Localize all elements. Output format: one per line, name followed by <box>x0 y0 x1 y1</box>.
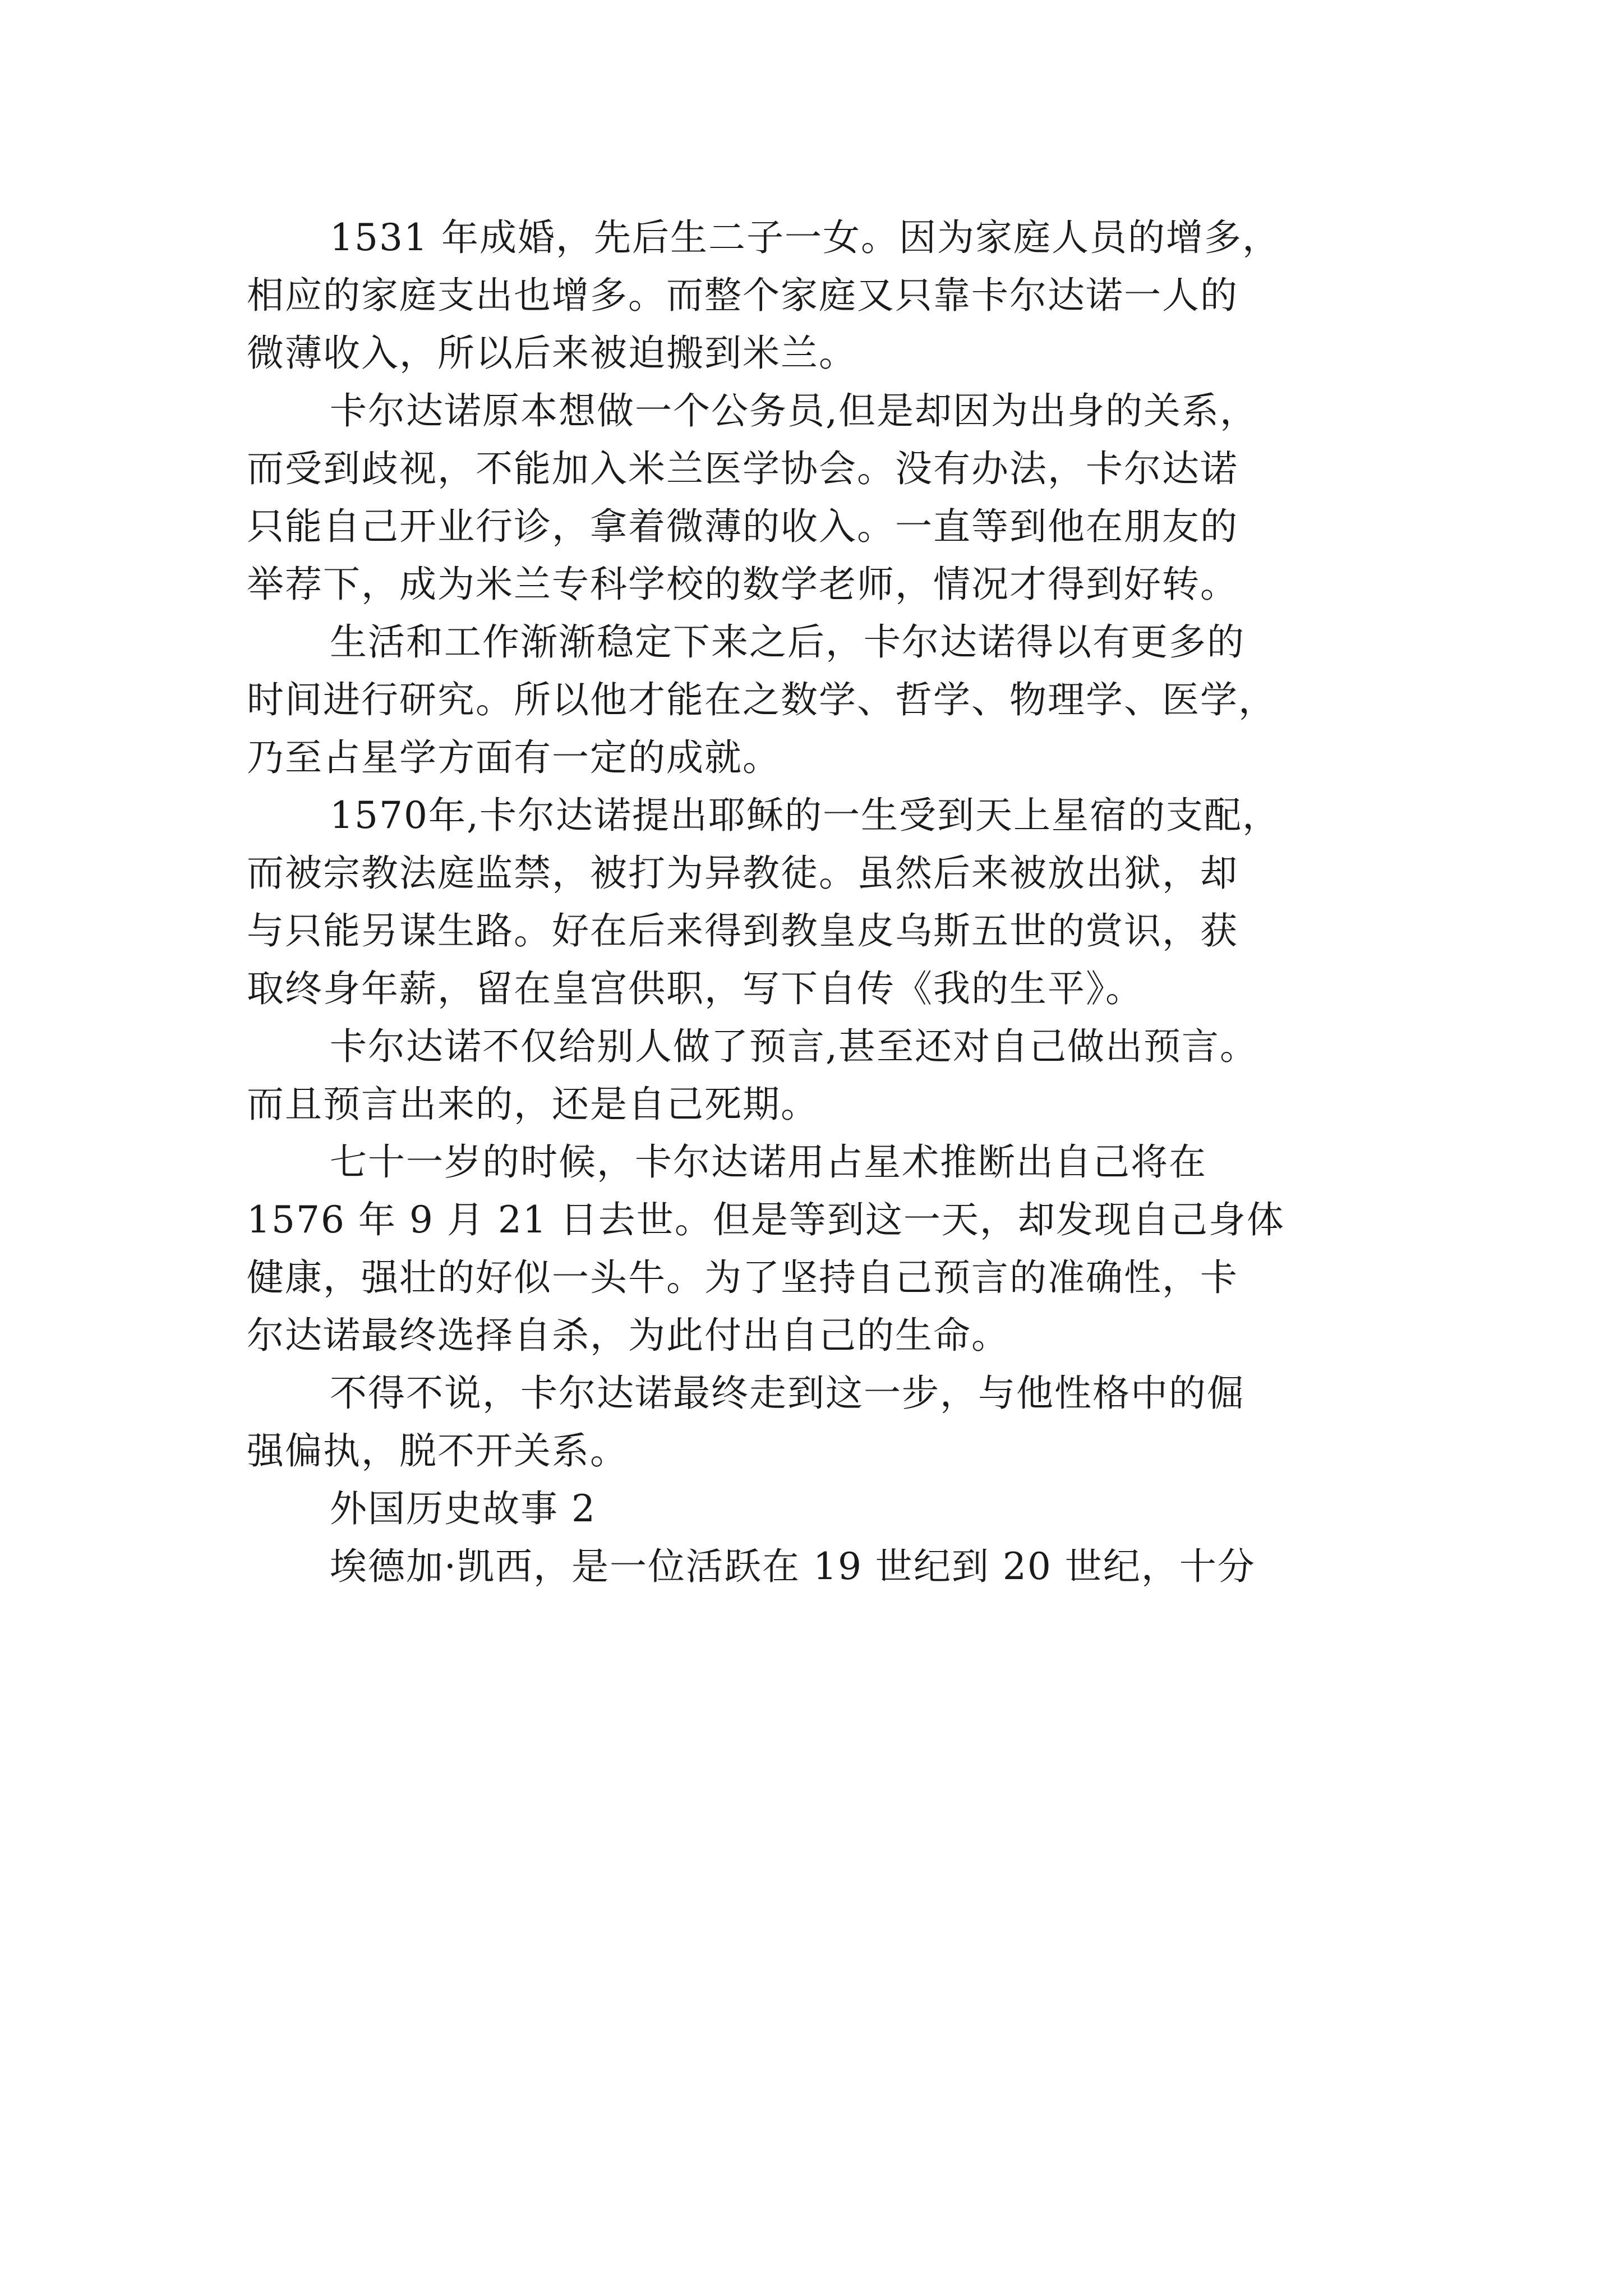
text-line: 外国历史故事 2 <box>330 1487 596 1530</box>
text-line: 乃至占星学方面有一定的成就。 <box>247 736 781 779</box>
text-line: 而且预言出来的，还是自己死期。 <box>247 1083 819 1126</box>
text-line: 而被宗教法庭监禁，被打为异教徒。虽然后来被放出狱，却 <box>247 852 1238 895</box>
text-line: 而受到歧视，不能加入米兰医学协会。没有办法，卡尔达诺 <box>247 447 1238 490</box>
text-line: 只能自己开业行诊，拿着微薄的收入。一直等到他在朋友的 <box>247 505 1238 548</box>
text-line: 强偏执，脱不开关系。 <box>247 1429 628 1473</box>
text-line: 相应的家庭支出也增多。而整个家庭又只靠卡尔达诺一人的 <box>247 274 1238 317</box>
document-body <box>247 209 1385 1595</box>
text-line: 时间进行研究。所以他才能在之数学、哲学、物理学、医学， <box>247 678 1276 721</box>
text-line: 尔达诺最终选择自杀，为此付出自己的生命。 <box>247 1314 1009 1357</box>
text-line: 埃德加·凯西，是一位活跃在 19 世纪到 20 世纪，十分 <box>330 1545 1256 1588</box>
text-line: 卡尔达诺原本想做一个公务员,但是却因为出身的关系， <box>330 389 1258 432</box>
text-line: 生活和工作渐渐稳定下来之后，卡尔达诺得以有更多的 <box>330 620 1245 664</box>
text-line: 取终身年薪，留在皇宫供职，写下自传《我的生平》。 <box>247 967 1144 1010</box>
text-line: 1570年,卡尔达诺提出耶稣的一生受到天上星宿的支配， <box>330 794 1280 837</box>
text-line: 1576 年 9 月 21 日去世。但是等到这一天，却发现自己身体 <box>247 1198 1285 1241</box>
text-line: 与只能另谋生路。好在后来得到教皇皮乌斯五世的赏识，获 <box>247 909 1238 953</box>
text-line: 七十一岁的时候，卡尔达诺用占星术推断出自己将在 <box>330 1140 1207 1184</box>
text-line: 不得不说，卡尔达诺最终走到这一步，与他性格中的倔 <box>330 1372 1245 1415</box>
text-line: 1531 年成婚，先后生二子一女。因为家庭人员的增多， <box>330 216 1280 259</box>
text-line: 卡尔达诺不仅给别人做了预言,甚至还对自己做出预言。 <box>330 1025 1258 1068</box>
text-line: 健康，强壮的好似一头牛。为了坚持自己预言的准确性，卡 <box>247 1256 1238 1299</box>
text-line: 举荐下，成为米兰专科学校的数学老师，情况才得到好转。 <box>247 563 1238 606</box>
text-line: 微薄收入，所以后来被迫搬到米兰。 <box>247 332 857 375</box>
